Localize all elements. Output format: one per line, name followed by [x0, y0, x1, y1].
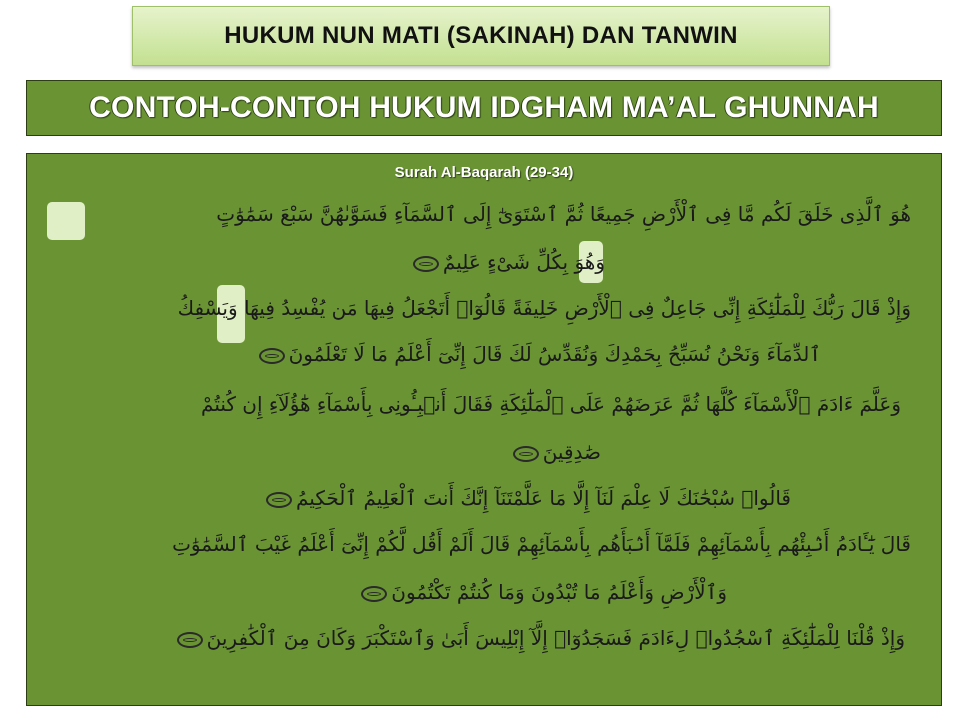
ayah-end-marker-icon [413, 256, 439, 272]
ayah-end-marker-icon [177, 632, 203, 648]
verse-line-9-text: وَٱلْأَرْضِ وَأَعْلَمُ مَا تُبْدُونَ وَمَا كُنتُمْ تَكْتُمُونَ [391, 580, 727, 604]
verse-line-6 [509, 440, 601, 464]
main-title: HUKUM NUN MATI (SAKINAH) DAN TANWIN [224, 22, 738, 49]
verse-line-2-text: وَهُوَ بِكُلِّ شَىْءٍ عَلِيمٌ [442, 250, 605, 274]
verse-line-7 [262, 486, 791, 510]
verse-line-4 [255, 342, 821, 366]
ayah-end-marker-icon [513, 446, 539, 462]
verse-line-6-text: صَٰدِقِينَ [542, 440, 601, 464]
verse-line-9 [357, 580, 727, 604]
verse-line-10 [173, 626, 905, 650]
verse-line-8: قَالَ يَٰٓـَٔادَمُ أَنۢبِئْهُم بِأَسْمَآئِهِمْ فَلَمَّآ أَنۢبَأَهُم بِأَسْمَآئِهِمْ قَالَ أَلَمْ أَقُل لَّكُمْ إِنِّىٓ أَعْلَمُ غَيْبَ ٱلسَّمَٰوَٰتِ [172, 532, 911, 556]
main-title-banner [132, 6, 830, 66]
ayah-end-marker-icon [266, 492, 292, 508]
verse-line-3: وَإِذْ قَالَ رَبُّكَ لِلْمَلَٰٓئِكَةِ إِنِّى جَاعِلٌ فِى ٱلْأَرْضِ خَلِيفَةً قَالُوٓا۟ أَتَجْعَلُ فِيهَا مَن يُفْسِدُ فِيهَا وَيَسْفِكُ [177, 296, 911, 320]
verses-panel [26, 153, 942, 706]
verse-line-7-text: قَالُوا۟ سُبْحَٰنَكَ لَا عِلْمَ لَنَآ إِلَّا مَا عَلَّمْتَنَآ إِنَّكَ أَنتَ ٱلْعَلِيمُ ٱلْحَكِيمُ [296, 486, 791, 510]
verse-line-5: وَعَلَّمَ ءَادَمَ ٱلْأَسْمَآءَ كُلَّهَا ثُمَّ عَرَضَهُمْ عَلَى ٱلْمَلَٰٓئِكَةِ فَقَالَ أَنۢبِـُٔونِى بِأَسْمَآءِ هَٰٓؤُلَآءِ إِن كُنتُمْ [201, 392, 901, 416]
ayah-end-marker-icon [361, 586, 387, 602]
verse-line-2 [409, 250, 605, 274]
subtitle-banner [26, 80, 942, 136]
verse-line-10-text: وَإِذْ قُلْنَا لِلْمَلَٰٓئِكَةِ ٱسْجُدُوا۟ لِءَادَمَ فَسَجَدُوٓا۟ إِلَّآ إِبْلِيسَ أَبَىٰ وَٱسْتَكْبَرَ وَكَانَ مِنَ ٱلْكَٰفِرِينَ [206, 626, 905, 650]
verse-line-1: هُوَ ٱلَّذِى خَلَقَ لَكُم مَّا فِى ٱلْأَرْضِ جَمِيعًا ثُمَّ ٱسْتَوَىٰٓ إِلَى ٱلسَّمَآءِ فَسَوَّىٰهُنَّ سَبْعَ سَمَٰوَٰتٍ [216, 202, 911, 226]
verse-line-4-text: ٱلدِّمَآءَ وَنَحْنُ نُسَبِّحُ بِحَمْدِكَ وَنُقَدِّسُ لَكَ قَالَ إِنِّىٓ أَعْلَمُ مَا لَا تَعْلَمُونَ [288, 342, 821, 366]
subtitle: CONTOH-CONTOH HUKUM IDGHAM MA’AL GHUNNAH [89, 91, 879, 124]
ayah-end-marker-icon [259, 348, 285, 364]
highlight-tanwin-1 [47, 202, 85, 240]
surah-title: Surah Al-Baqarah (29-34) [394, 164, 574, 181]
